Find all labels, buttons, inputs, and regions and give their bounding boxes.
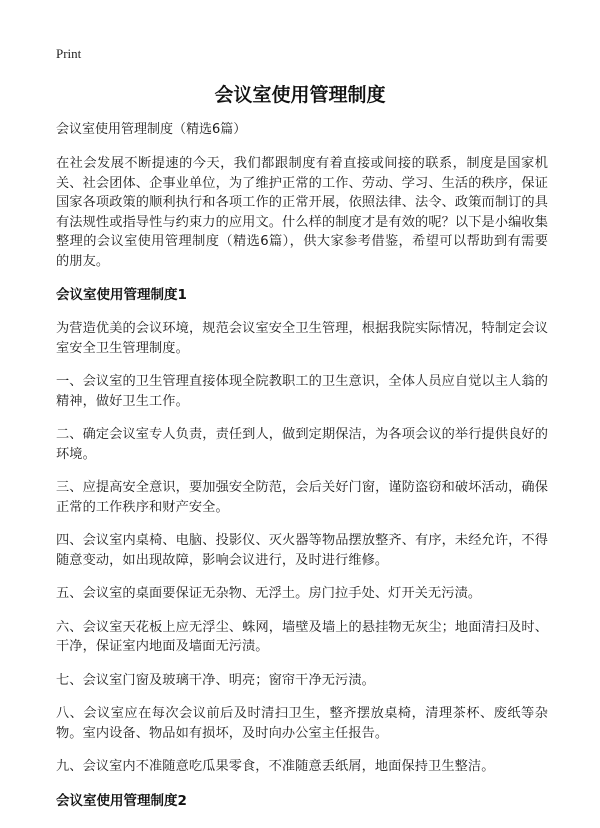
section1-lead-paragraph: 为营造优美的会议环境，规范会议室安全卫生管理，根据我院实际情况，特制定会议室安全卫生管理制度。 [56,321,548,356]
section1-item-5: 五、会议室的桌面要保证无杂物、无浮土。房门拉手处、灯开关无污渍。 [56,586,482,601]
intro-paragraph: 在社会发展不断提速的今天，我们都跟制度有着直接或间接的联系，制度是国家机关、社会团体、企事业单位，为了维护正常的工作、劳动、学习、生活的秩序，保证国家各项政策的顺利执行和各项工作的正常开展，依照法律、法令、政策而制订的具有法规性或指导性与约束力的应用文。什么样的制度才是有效的呢？以下是小编收集整理的会议室使用管理制度（精选6篇），供大家参考借鉴，希望可以帮助到有需要的朋友。 [56,156,548,269]
document-subtitle: 会议室使用管理制度（精选6篇） [56,122,247,137]
section-heading-2: 会议室使用管理制度2 [56,792,187,809]
print-label: Print [56,46,82,61]
section1-item-8: 八、会议室应在每次会议前后及时清扫卫生，整齐摆放桌椅，清理茶杯、废纸等杂物。室内设备、物品如有损坏，及时向办公室主任报告。 [56,706,548,741]
section1-item-7: 七、会议室门窗及玻璃干净、明亮；窗帘干净无污渍。 [56,672,375,688]
section1-item-4: 四、会议室内桌椅、电脑、投影仪、灭火器等物品摆放整齐、有序，未经允许，不得随意变动，如出现故障，影响会议进行，及时进行维修。 [56,533,548,568]
section1-item-9: 九、会议室内不准随意吃瓜果零食，不准随意丢纸屑，地面保持卫生整洁。 [56,759,495,774]
section1-item-1: 一、会议室的卫生管理直接体现全院教职工的卫生意识，全体人员应自觉以主人翁的精神，做好卫生工作。 [56,374,548,409]
section-heading-1: 会议室使用管理制度1 [56,287,187,303]
section1-item-6: 六、会议室天花板上应无浮尘、蛛网，墙壁及墙上的悬挂物无灰尘；地面清扫及时、干净，保证室内地面及墙面无污渍。 [56,619,548,654]
section1-item-3: 三、应提高安全意识，要加强安全防范，会后关好门窗，谨防盗窃和破坏活动，确保正常的工作秩序和财产安全。 [56,480,548,515]
document-title: 会议室使用管理制度 [214,84,386,106]
section1-item-2: 二、确定会议室专人负责，责任到人，做到定期保洁，为各项会议的举行提供良好的环境。 [56,427,548,462]
document-body [56,120,548,825]
